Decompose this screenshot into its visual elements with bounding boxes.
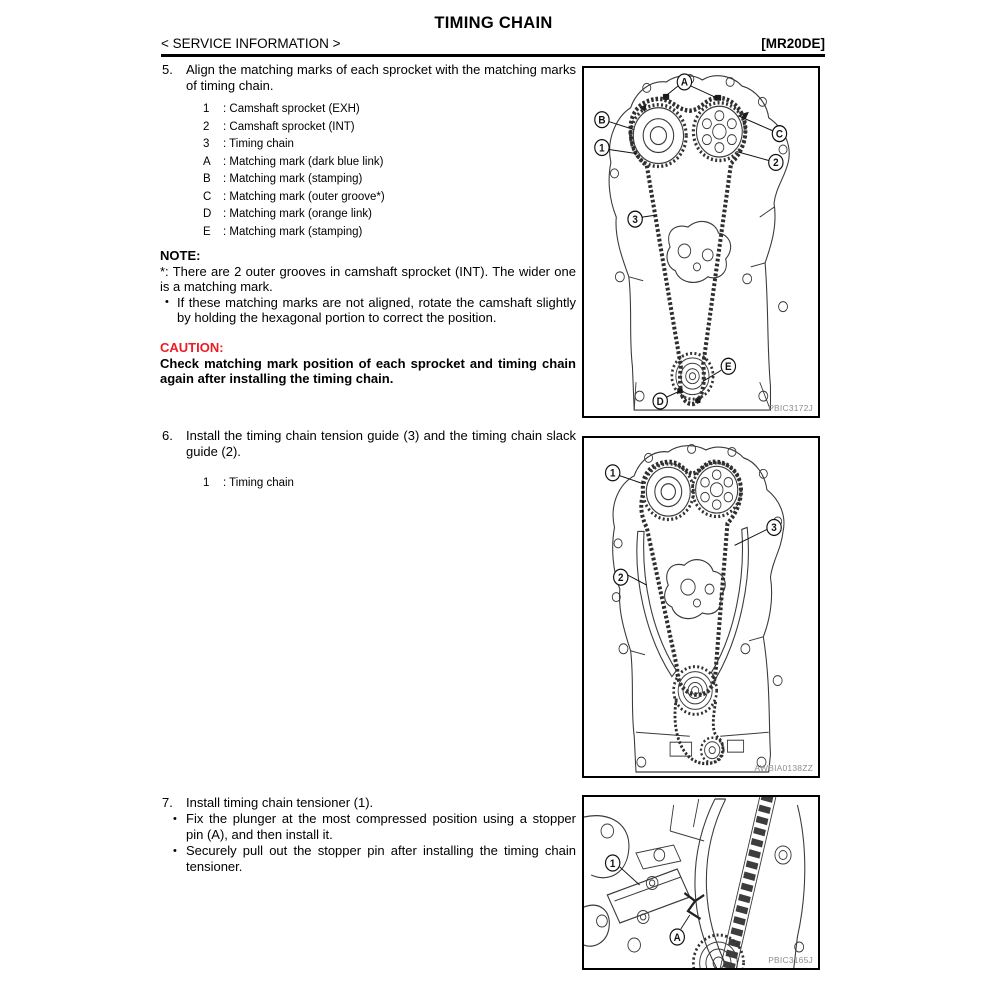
engine-background bbox=[584, 799, 805, 968]
legend-item: 2 : Camshaft sprocket (INT) bbox=[203, 120, 355, 133]
svg-text:2: 2 bbox=[773, 157, 779, 170]
legend-item: 1 : Timing chain bbox=[203, 477, 294, 489]
callout-D bbox=[653, 393, 667, 409]
legend-item: 3 : Timing chain bbox=[203, 138, 294, 150]
figure-step6-chain-guides bbox=[582, 436, 820, 778]
step7-text: Install timing chain tensioner (1). bbox=[186, 795, 374, 810]
step7-bullet-2: • Securely pull out the stopper pin after installing the timing chain tensioner. bbox=[173, 843, 576, 874]
header-row bbox=[161, 36, 825, 51]
legend-item: D : Matching mark (orange link) bbox=[203, 208, 372, 220]
timing-chain-diagram-1 bbox=[584, 68, 818, 416]
callout-1 bbox=[606, 465, 620, 481]
svg-text:1: 1 bbox=[609, 858, 616, 870]
section-label: < SERVICE INFORMATION > bbox=[161, 36, 341, 51]
step5-legend bbox=[203, 103, 576, 243]
svg-text:D: D bbox=[656, 396, 664, 409]
svg-text:C: C bbox=[775, 128, 784, 141]
legend-item: B : Matching mark (stamping) bbox=[203, 173, 363, 185]
callout-3 bbox=[767, 520, 781, 536]
svg-text:B: B bbox=[598, 115, 606, 127]
callout-2 bbox=[614, 569, 628, 585]
figure-code: AWBIA0138ZZ bbox=[754, 763, 813, 773]
legend-item: A : Matching mark (dark blue link) bbox=[203, 155, 384, 168]
page-title: TIMING CHAIN bbox=[434, 14, 553, 32]
crankshaft-sprocket bbox=[693, 935, 743, 968]
bullet-icon: • bbox=[173, 845, 177, 857]
step6-paragraph bbox=[160, 428, 576, 460]
note-block bbox=[160, 248, 576, 326]
step7-paragraph bbox=[160, 795, 576, 875]
tension-guide bbox=[711, 527, 748, 678]
engine-code: [MR20DE] bbox=[761, 36, 825, 51]
svg-text:1: 1 bbox=[609, 468, 616, 480]
oil-pump-sprocket bbox=[701, 738, 723, 763]
svg-text:A: A bbox=[680, 77, 688, 89]
step7-bullet-1: • Fix the plunger at the most compressed position using a stopper pin (A), and then install it. bbox=[173, 811, 576, 842]
header-rule bbox=[161, 54, 825, 57]
figure-step7-tensioner bbox=[582, 795, 820, 970]
legend-item: 1 : Camshaft sprocket (EXH) bbox=[203, 103, 360, 115]
svg-text:1: 1 bbox=[599, 142, 605, 155]
callout-A bbox=[677, 74, 691, 90]
timing-chain-diagram-3 bbox=[584, 797, 818, 968]
slack-guide bbox=[637, 531, 676, 676]
camshaft-sprocket-exh bbox=[631, 105, 687, 167]
timing-chain bbox=[720, 797, 776, 968]
callout-1 bbox=[595, 140, 609, 156]
step5-number: 5. bbox=[162, 62, 173, 77]
stopper-pin bbox=[684, 893, 704, 919]
callout-E bbox=[721, 358, 735, 374]
caution-text: Check matching mark position of each sprocket and timing chain again after installing the timing chain. bbox=[160, 355, 576, 386]
svg-text:A: A bbox=[673, 932, 681, 944]
note-bullet: • If these matching marks are not aligned, rotate the camshaft slightly by holding the hexagonal portion to correct the position. bbox=[165, 294, 576, 325]
step7-number: 7. bbox=[162, 795, 173, 810]
engine-cover-outline bbox=[609, 444, 784, 772]
svg-text:2: 2 bbox=[618, 572, 624, 585]
svg-text:3: 3 bbox=[632, 214, 638, 227]
caution-block bbox=[160, 340, 576, 387]
legend-item: C : Matching mark (outer groove*) bbox=[203, 190, 385, 203]
figure-code: PBIC3172J bbox=[768, 403, 813, 413]
step6-legend bbox=[203, 477, 576, 495]
callout-1 bbox=[606, 855, 620, 871]
step6-number: 6. bbox=[162, 428, 173, 443]
chain-tensioner bbox=[607, 845, 689, 924]
step5-text: Align the matching marks of each sprocket with the matching marks of timing chain. bbox=[186, 62, 576, 93]
svg-text:E: E bbox=[725, 361, 732, 374]
callout-A bbox=[670, 929, 684, 945]
note-label: NOTE: bbox=[160, 248, 201, 263]
step6-text: Install the timing chain tension guide (3) and the timing chain slack guide (2). bbox=[186, 428, 576, 459]
caution-label: CAUTION: bbox=[160, 340, 224, 355]
note-text: *: There are 2 outer grooves in camshaft sprocket (INT). The wider one is a matching mark. bbox=[160, 263, 576, 294]
crankshaft-sprocket bbox=[674, 667, 717, 715]
callout-2 bbox=[769, 155, 783, 171]
bullet-icon: • bbox=[173, 813, 177, 825]
callout-C bbox=[772, 126, 786, 142]
callout-B bbox=[595, 112, 609, 128]
timing-chain-diagram-2 bbox=[584, 438, 818, 776]
camshaft-sprocket-exh bbox=[643, 464, 693, 520]
bullet-icon: • bbox=[165, 295, 169, 308]
figure-step5-matching-marks bbox=[582, 66, 820, 418]
callout-3 bbox=[628, 211, 642, 227]
step5-paragraph bbox=[160, 62, 576, 94]
legend-item: E : Matching mark (stamping) bbox=[203, 225, 363, 238]
svg-text:3: 3 bbox=[771, 522, 777, 535]
figure-code: PBIC3165J bbox=[768, 955, 813, 965]
